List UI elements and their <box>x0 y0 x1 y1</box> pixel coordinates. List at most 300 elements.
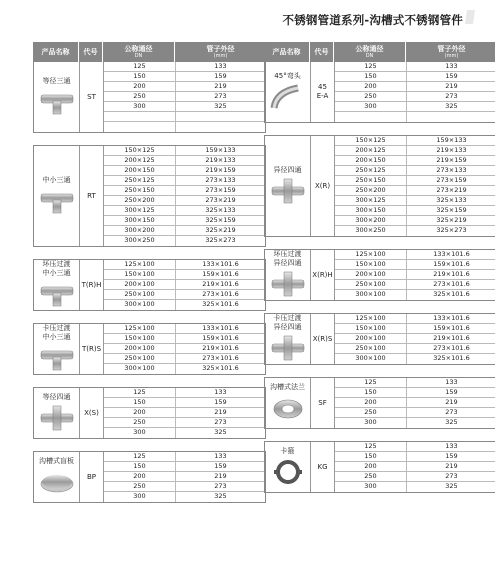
outer-diameter-cell: 273×133 <box>436 166 467 174</box>
table-row <box>335 250 495 260</box>
outer-diameter-cell: 273×133 <box>205 176 236 184</box>
product-name-line: 卡压过渡 <box>42 324 71 332</box>
size-rows <box>335 314 495 364</box>
nominal-diameter-cell: 300×250 <box>104 236 176 246</box>
outer-diameter-cell: 219 <box>214 408 227 416</box>
outer-diameter-cell: 325×273 <box>205 236 236 244</box>
outer-diameter-cell: 133 <box>214 452 227 460</box>
product-code: RT <box>80 146 104 246</box>
nominal-diameter-cell: 300×125 <box>104 206 176 215</box>
nominal-diameter-cell <box>104 122 176 132</box>
nominal-diameter-cell: 300×100 <box>335 354 407 364</box>
outer-diameter-cell: 273 <box>214 482 227 490</box>
nominal-diameter-cell: 200×150 <box>335 156 407 165</box>
outer-diameter-cell: 325×133 <box>205 206 236 214</box>
nominal-diameter-cell: 200×125 <box>335 146 407 155</box>
product-code: KG <box>311 442 335 492</box>
outer-diameter-cell: 273×101.6 <box>433 280 470 288</box>
size-rows <box>335 250 495 300</box>
size-rows <box>104 146 265 246</box>
reducing-cross-fitting-icon <box>270 178 306 207</box>
product-name-line: 环压过渡 <box>273 250 302 258</box>
nominal-diameter-cell <box>335 112 407 122</box>
product-name <box>265 442 311 492</box>
nominal-diameter-cell: 250 <box>335 92 407 101</box>
table-row <box>104 388 265 398</box>
outer-diameter-cell <box>176 122 265 132</box>
table-row <box>104 196 265 206</box>
product-code: ST <box>80 62 104 132</box>
outer-diameter-cell: 325 <box>445 482 458 490</box>
table-header <box>264 42 495 62</box>
table-row <box>335 206 495 216</box>
table-row <box>104 482 265 492</box>
table-row <box>104 354 265 364</box>
table-row <box>104 452 265 462</box>
nominal-diameter-cell: 200×100 <box>335 334 407 343</box>
outer-diameter-cell: 325×219 <box>205 226 236 234</box>
product-name-line: 异径四通 <box>273 323 302 331</box>
outer-diameter-cell: 159×101.6 <box>433 324 470 332</box>
outer-diameter-cell: 219 <box>445 82 458 90</box>
pipe-clamp-icon <box>270 459 306 488</box>
45-degree-elbow-icon <box>270 84 306 113</box>
table-row <box>104 324 265 334</box>
outer-diameter-cell: 273×219 <box>436 186 467 194</box>
table-row <box>104 462 265 472</box>
outer-diameter-cell: 273×101.6 <box>202 354 239 362</box>
table-row <box>335 452 495 462</box>
outer-diameter-cell: 159 <box>445 72 458 80</box>
table-row <box>104 472 265 482</box>
size-rows <box>335 136 495 236</box>
nominal-diameter-cell: 300 <box>104 102 176 111</box>
outer-diameter-cell: 219×159 <box>205 166 236 174</box>
outer-diameter-cell: 325×219 <box>436 216 467 224</box>
table-row <box>335 398 495 408</box>
nominal-diameter-cell: 300 <box>335 482 407 492</box>
outer-diameter-cell: 159 <box>214 398 227 406</box>
product-name-line: 等径三通 <box>42 76 71 85</box>
header-name: 产品名称 <box>33 42 79 62</box>
table-row <box>104 82 265 92</box>
nominal-diameter-cell: 125 <box>104 452 176 461</box>
nominal-diameter-cell: 150×125 <box>104 146 176 155</box>
product-code: T(R)S <box>80 324 104 374</box>
table-row <box>104 216 265 226</box>
product-group <box>33 451 266 503</box>
nominal-diameter-cell: 200 <box>335 82 407 91</box>
product-name <box>34 324 80 374</box>
product-name-line: 环压过渡 <box>42 260 71 268</box>
table-row <box>104 280 265 290</box>
nominal-diameter-cell: 125×100 <box>104 260 176 269</box>
nominal-diameter-cell: 300×200 <box>104 226 176 235</box>
nominal-diameter-cell: 250×100 <box>104 354 176 363</box>
product-code: SF <box>311 378 335 428</box>
nominal-diameter-cell: 150 <box>335 452 407 461</box>
outer-diameter-cell: 133 <box>445 62 458 70</box>
nominal-diameter-cell: 150 <box>104 462 176 471</box>
size-rows <box>335 378 495 428</box>
table-row <box>335 472 495 482</box>
table-row <box>104 428 265 438</box>
outer-diameter-cell: 325×159 <box>205 216 236 224</box>
product-name <box>265 136 311 236</box>
table-row <box>104 112 265 122</box>
nominal-diameter-cell: 125 <box>335 378 407 387</box>
header-od: 管子外径 (mm) <box>437 45 466 59</box>
table-row <box>104 492 265 502</box>
outer-diameter-cell: 133×101.6 <box>202 260 239 268</box>
outer-diameter-cell: 325 <box>445 102 458 110</box>
corner-mark-icon <box>465 10 475 24</box>
size-rows <box>104 452 265 502</box>
product-name-line: 卡箍 <box>280 446 295 455</box>
table-header <box>33 42 266 62</box>
product-name <box>265 250 311 300</box>
outer-diameter-cell: 273 <box>445 92 458 100</box>
table-row <box>104 364 265 374</box>
table-row <box>335 324 495 334</box>
nominal-diameter-cell: 300 <box>335 102 407 111</box>
nominal-diameter-cell: 250×200 <box>104 196 176 205</box>
nominal-diameter-cell: 125 <box>104 388 176 397</box>
outer-diameter-cell: 325 <box>214 428 227 436</box>
outer-diameter-cell: 219 <box>445 462 458 470</box>
table-row <box>104 176 265 186</box>
nominal-diameter-cell: 150 <box>104 398 176 407</box>
table-row <box>104 122 265 132</box>
outer-diameter-cell: 159 <box>445 388 458 396</box>
table-row <box>104 290 265 300</box>
table-row <box>104 166 265 176</box>
nominal-diameter-cell <box>104 112 176 121</box>
table-row <box>335 378 495 388</box>
outer-diameter-cell: 219×133 <box>436 146 467 154</box>
size-rows <box>104 324 265 374</box>
nominal-diameter-cell: 150×100 <box>104 334 176 343</box>
table-row <box>335 482 495 492</box>
table-row <box>104 102 265 112</box>
nominal-diameter-cell: 200 <box>104 408 176 417</box>
nominal-diameter-cell: 200 <box>104 472 176 481</box>
nominal-diameter-cell: 300×100 <box>104 300 176 310</box>
outer-diameter-cell: 325×101.6 <box>202 300 239 308</box>
nominal-diameter-cell: 150 <box>335 72 407 81</box>
outer-diameter-cell: 273 <box>214 92 227 100</box>
table-row <box>335 314 495 324</box>
product-code: X(S) <box>80 388 104 438</box>
nominal-diameter-cell: 125 <box>335 442 407 451</box>
nominal-diameter-cell: 200×100 <box>104 280 176 289</box>
left-table <box>33 42 266 503</box>
outer-diameter-cell: 325 <box>445 418 458 426</box>
table-row <box>335 176 495 186</box>
product-name <box>265 378 311 428</box>
outer-diameter-cell: 273×101.6 <box>433 344 470 352</box>
table-row <box>335 166 495 176</box>
product-code: X(R)S <box>311 314 335 364</box>
table-row <box>104 236 265 246</box>
nominal-diameter-cell: 125 <box>104 62 176 71</box>
outer-diameter-cell: 273×219 <box>205 196 236 204</box>
table-row <box>335 196 495 206</box>
header-od: 管子外径 (mm) <box>206 45 235 59</box>
table-row <box>335 280 495 290</box>
nominal-diameter-cell: 250 <box>104 482 176 491</box>
table-row <box>335 442 495 452</box>
nominal-diameter-cell: 300×125 <box>335 196 407 205</box>
nominal-diameter-cell: 250×125 <box>335 166 407 175</box>
product-name-line: 沟槽式盲板 <box>39 456 74 465</box>
table-row <box>104 72 265 82</box>
table-row <box>335 112 495 122</box>
outer-diameter-cell: 325×101.6 <box>433 290 470 298</box>
nominal-diameter-cell: 300 <box>335 418 407 428</box>
table-row <box>104 418 265 428</box>
table-row <box>104 226 265 236</box>
outer-diameter-cell: 273×159 <box>205 186 236 194</box>
nominal-diameter-cell: 250 <box>104 418 176 427</box>
table-row <box>335 226 495 236</box>
nominal-diameter-cell: 250×100 <box>335 280 407 289</box>
header-code: 代号 <box>310 42 334 62</box>
outer-diameter-cell: 273 <box>214 418 227 426</box>
size-rows <box>335 62 495 122</box>
outer-diameter-cell: 133×101.6 <box>433 314 470 322</box>
table-row <box>104 62 265 72</box>
table-row <box>104 398 265 408</box>
outer-diameter-cell: 133 <box>445 378 458 386</box>
outer-diameter-cell: 325 <box>214 102 227 110</box>
product-name <box>265 62 311 122</box>
table-row <box>335 186 495 196</box>
product-name-line: 异径四通 <box>273 259 302 267</box>
outer-diameter-cell: 219×101.6 <box>433 270 470 278</box>
size-rows <box>104 388 265 438</box>
product-group <box>264 313 495 365</box>
nominal-diameter-cell: 200 <box>104 82 176 91</box>
nominal-diameter-cell: 250×100 <box>104 290 176 299</box>
nominal-diameter-cell: 125×100 <box>335 314 407 323</box>
table-row <box>335 82 495 92</box>
nominal-diameter-cell: 250 <box>104 92 176 101</box>
nominal-diameter-cell: 250 <box>335 408 407 417</box>
product-name-line: 45°弯头 <box>274 71 301 80</box>
outer-diameter-cell: 159×133 <box>436 136 467 144</box>
nominal-diameter-cell: 200×100 <box>335 270 407 279</box>
table-row <box>335 344 495 354</box>
outer-diameter-cell: 159×101.6 <box>433 260 470 268</box>
outer-diameter-cell: 159×101.6 <box>202 334 239 342</box>
outer-diameter-cell: 219×133 <box>205 156 236 164</box>
table-row <box>335 462 495 472</box>
outer-diameter-cell: 133 <box>214 388 227 396</box>
ring-press-reducing-tee-icon <box>39 281 75 310</box>
nominal-diameter-cell: 250×150 <box>104 186 176 195</box>
table-row <box>104 270 265 280</box>
table-row <box>335 290 495 300</box>
table-row <box>335 334 495 344</box>
table-row <box>335 102 495 112</box>
nominal-diameter-cell: 125×100 <box>335 250 407 259</box>
outer-diameter-cell: 273 <box>445 472 458 480</box>
table-row <box>104 408 265 418</box>
clamp-press-reducing-cross-icon <box>270 335 306 364</box>
nominal-diameter-cell: 150 <box>335 388 407 397</box>
nominal-diameter-cell: 200 <box>335 398 407 407</box>
outer-diameter-cell: 219 <box>445 398 458 406</box>
product-name-line: 沟槽式法兰 <box>270 382 305 391</box>
header-name: 产品名称 <box>264 42 310 62</box>
outer-diameter-cell: 219 <box>214 82 227 90</box>
table-row <box>335 216 495 226</box>
reducing-tee-fitting-icon <box>39 188 75 217</box>
product-name <box>34 62 80 132</box>
product-name <box>34 146 80 246</box>
nominal-diameter-cell: 250×200 <box>335 186 407 195</box>
nominal-diameter-cell: 300×200 <box>335 216 407 225</box>
product-group <box>264 377 495 429</box>
nominal-diameter-cell: 300 <box>104 492 176 502</box>
table-row <box>335 146 495 156</box>
product-name-line: 中小三通 <box>42 269 71 277</box>
outer-diameter-cell: 159 <box>214 462 227 470</box>
nominal-diameter-cell: 150×100 <box>104 270 176 279</box>
nominal-diameter-cell: 200×100 <box>104 344 176 353</box>
table-row <box>104 344 265 354</box>
table-row <box>104 300 265 310</box>
outer-diameter-cell: 133×101.6 <box>433 250 470 258</box>
table-row <box>335 156 495 166</box>
header-code: 代号 <box>79 42 103 62</box>
outer-diameter-cell: 159×133 <box>205 146 236 154</box>
table-row <box>335 408 495 418</box>
header-dn: 公称通径 DN <box>103 42 175 62</box>
outer-diameter-cell: 325×101.6 <box>202 364 239 372</box>
nominal-diameter-cell: 200×125 <box>104 156 176 165</box>
outer-diameter-cell: 273×159 <box>436 176 467 184</box>
equal-tee-fitting-icon <box>39 89 75 118</box>
nominal-diameter-cell: 300×100 <box>335 290 407 300</box>
table-row <box>335 62 495 72</box>
nominal-diameter-cell: 150 <box>104 72 176 81</box>
outer-diameter-cell: 219×101.6 <box>202 280 239 288</box>
product-group <box>264 135 495 237</box>
outer-diameter-cell: 133×101.6 <box>202 324 239 332</box>
nominal-diameter-cell: 250×125 <box>104 176 176 185</box>
product-name-line: 中小三通 <box>42 175 71 184</box>
table-row <box>335 418 495 428</box>
ring-press-reducing-cross-icon <box>270 271 306 300</box>
outer-diameter-cell: 159 <box>214 72 227 80</box>
outer-diameter-cell: 325×101.6 <box>433 354 470 362</box>
product-name-line: 卡压过渡 <box>273 314 302 322</box>
size-rows <box>335 442 495 492</box>
outer-diameter-cell: 219 <box>214 472 227 480</box>
product-code: X(R) <box>311 136 335 236</box>
product-code: BP <box>80 452 104 502</box>
page-title: 不锈钢管道系列-沟槽式不锈钢管件 <box>282 13 463 27</box>
product-group <box>264 441 495 493</box>
table-row <box>335 354 495 364</box>
product-group <box>33 259 266 311</box>
table-row <box>335 136 495 146</box>
table-row <box>104 156 265 166</box>
nominal-diameter-cell: 250×150 <box>335 176 407 185</box>
product-group <box>264 249 495 301</box>
outer-diameter-cell: 273 <box>445 408 458 416</box>
outer-diameter-cell: 159×101.6 <box>202 270 239 278</box>
outer-diameter-cell <box>407 112 495 122</box>
product-name <box>34 388 80 438</box>
table-row <box>104 260 265 270</box>
nominal-diameter-cell: 300 <box>104 428 176 438</box>
outer-diameter-cell: 133 <box>445 442 458 450</box>
nominal-diameter-cell: 300×250 <box>335 226 407 236</box>
nominal-diameter-cell: 300×150 <box>104 216 176 225</box>
table-row <box>335 388 495 398</box>
nominal-diameter-cell: 300×150 <box>335 206 407 215</box>
right-table <box>264 42 495 493</box>
nominal-diameter-cell: 200×150 <box>104 166 176 175</box>
outer-diameter-cell: 159 <box>445 452 458 460</box>
product-code: 45 E-A <box>311 62 335 122</box>
table-row <box>335 260 495 270</box>
outer-diameter-cell: 325×133 <box>436 196 467 204</box>
outer-diameter-cell: 219×101.6 <box>202 344 239 352</box>
nominal-diameter-cell: 250 <box>335 472 407 481</box>
outer-diameter-cell: 325×159 <box>436 206 467 214</box>
table-row <box>335 270 495 280</box>
product-group <box>264 62 495 123</box>
table-row <box>104 146 265 156</box>
outer-diameter-cell: 325 <box>214 492 227 500</box>
product-name <box>265 314 311 364</box>
nominal-diameter-cell: 250×100 <box>335 344 407 353</box>
product-group <box>33 387 266 439</box>
outer-diameter-cell: 325×273 <box>436 226 467 234</box>
product-group <box>33 323 266 375</box>
nominal-diameter-cell: 150×100 <box>335 324 407 333</box>
equal-cross-fitting-icon <box>39 405 75 434</box>
header-dn: 公称通径 DN <box>334 42 406 62</box>
product-name <box>34 260 80 310</box>
table-row <box>335 92 495 102</box>
product-code: X(R)H <box>311 250 335 300</box>
outer-diameter-cell: 219×101.6 <box>433 334 470 342</box>
nominal-diameter-cell: 125 <box>335 62 407 71</box>
size-rows <box>104 260 265 310</box>
grooved-flange-icon <box>270 395 306 424</box>
outer-diameter-cell: 273×101.6 <box>202 290 239 298</box>
nominal-diameter-cell: 200 <box>335 462 407 471</box>
table-row <box>104 92 265 102</box>
clamp-press-reducing-tee-icon <box>39 345 75 374</box>
product-code: T(R)H <box>80 260 104 310</box>
product-name-line: 等径四通 <box>42 392 71 401</box>
nominal-diameter-cell: 150×125 <box>335 136 407 145</box>
table-row <box>104 206 265 216</box>
nominal-diameter-cell: 125×100 <box>104 324 176 333</box>
table-row <box>335 72 495 82</box>
grooved-blind-plate-icon <box>39 469 75 498</box>
nominal-diameter-cell: 300×100 <box>104 364 176 374</box>
nominal-diameter-cell: 150×100 <box>335 260 407 269</box>
product-name-line: 异径四通 <box>273 165 302 174</box>
product-group <box>33 62 266 133</box>
